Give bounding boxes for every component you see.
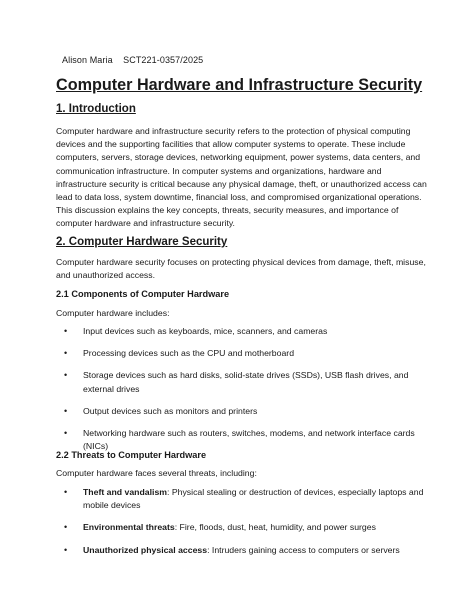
list-item-term: Unauthorized physical access [83, 544, 208, 555]
list-item [56, 521, 428, 534]
paragraph-line: computer hardware and infrastructure security. [56, 218, 235, 229]
list-item-text: Networking hardware such as routers, switches, modems, and network interface cards [83, 428, 415, 439]
subsection-heading-threats: 2.2 Threats to Computer Hardware [56, 450, 207, 460]
bullet-icon: • [64, 544, 68, 555]
list-item-text [83, 486, 428, 499]
list-item-term: Environmental threats [83, 522, 175, 533]
bullet-icon: • [64, 326, 68, 336]
paragraph-line: Computer hardware security focuses on protecting physical devices from damage, theft, misuse, [56, 257, 426, 267]
bullet-icon: • [64, 405, 68, 416]
introduction-paragraph [56, 125, 428, 231]
list-item-text: external drives [83, 383, 140, 394]
paragraph-line: Computer hardware faces several threats, including: [56, 468, 257, 478]
paragraph-line: This discussion explains the key concepts, threats, security measures, and importance of [56, 205, 399, 216]
list-item-text: Output devices such as monitors and printers [83, 405, 258, 416]
paragraph-line: communication infrastructure. In computer systems and organizations, hardware and [56, 165, 382, 176]
list-item-text [83, 521, 428, 534]
hardware-security-paragraph [56, 256, 428, 282]
list-item-text: (NICs) [83, 441, 109, 452]
paragraph-line: and unauthorized access. [56, 270, 156, 281]
components-list [56, 325, 428, 453]
list-item-text [83, 544, 428, 557]
list-item-text: Storage devices such as hard disks, solid-state drives (SSDs), USB flash drives, and [83, 370, 409, 381]
paragraph-line: Computer hardware includes: [56, 308, 170, 318]
paragraph-line: computers, servers, storage devices, networking equipment, power systems, data centers, and [56, 152, 421, 163]
components-intro [56, 307, 428, 320]
author-line: Alison Maria SCT221-0357/2025 [62, 55, 204, 65]
list-item-text: Input devices such as keyboards, mice, scanners, and cameras [83, 326, 328, 336]
section-heading-hardware-security: 2. Computer Hardware Security [56, 236, 228, 248]
bullet-icon: • [64, 348, 68, 359]
document-title: Computer Hardware and Infrastructure Security [56, 76, 423, 94]
section-heading-introduction: 1. Introduction [56, 103, 136, 115]
subsection-heading-components: 2.1 Components of Computer Hardware [56, 289, 230, 299]
list-item-text: Processing devices such as the CPU and motherboard [83, 348, 295, 359]
paragraph-line: infrastructure security is critical because any physical damage, theft, or unauthorized access can [56, 178, 427, 189]
list-item [56, 405, 428, 418]
bullet-icon: • [64, 370, 68, 381]
paragraph-line: Computer hardware and infrastructure security refers to the protection of physical computing [56, 126, 411, 136]
list-item [56, 369, 428, 395]
list-item [56, 325, 428, 338]
list-item-term: Theft and vandalism [83, 487, 167, 497]
list-item-description: : Physical stealing or destruction of devices, especially laptops and [167, 487, 424, 497]
paragraph-line: devices and the supporting facilities that allow computer systems to operate. These include [56, 139, 406, 150]
list-item [56, 544, 428, 557]
threats-intro [56, 467, 428, 480]
paragraph-line: lead to data loss, system downtime, financial loss, and compromised organizational operations. [56, 192, 422, 203]
list-item-description: : Fire, floods, dust, heat, humidity, and power surges [174, 522, 376, 533]
list-item-description: : Intruders gaining access to computers or servers [207, 544, 400, 555]
bullet-icon: • [64, 428, 68, 439]
threats-list [56, 486, 428, 557]
list-item-text: mobile devices [83, 500, 141, 511]
bullet-icon: • [64, 522, 68, 533]
list-item [56, 347, 428, 360]
bullet-icon: • [64, 487, 68, 497]
list-item [56, 486, 428, 512]
